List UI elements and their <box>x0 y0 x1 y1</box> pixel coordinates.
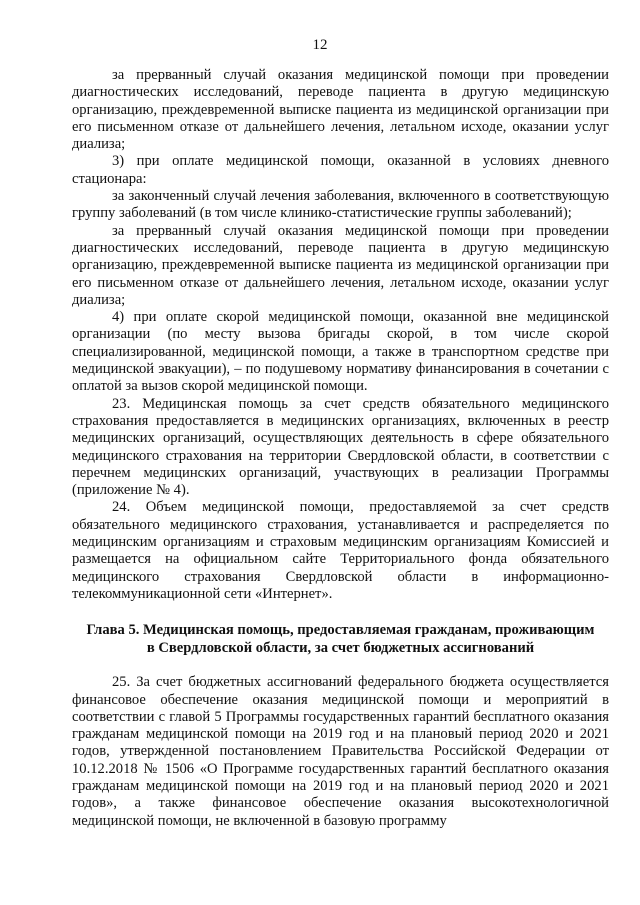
paragraph-item-4-ambulance: 4) при оплате скорой медицинской помощи, оказанной вне медицинской организации (по месту вызова бригады скорой, в том числе скорой специализированной, медицинской помощи, а также в транспортном средстве при медицинской эвакуации), – по подушевому нормативу финансирования в сочетании с оплатой за вызов скорой медицинской помощи. <box>72 309 609 395</box>
paragraph-interrupted-case-2: за прерванный случай оказания медицинской помощи при проведении диагностических исследований, переводе пациента в другую медицинскую организацию, преждевременной выписке пациента из медицинской организации при его письменном отказе от дальнейшего лечения, летальном исходе, оказании услуг диализа; <box>72 222 609 308</box>
chapter-heading-line-2: в Свердловской области, за счет бюджетных ассигнований <box>146 639 535 656</box>
paragraph-completed-case: за законченный случай лечения заболевания, включенного в соответствующую группу заболеваний (в том числе клинико-статистические группы заболеваний); <box>72 188 609 222</box>
paragraph-clause-24: 24. Объем медицинской помощи, предоставляемой за счет средств обязательного медицинского страхования, устанавливается и распределяется по медицинским организациям и страховым медицинским организациям Комиссией и размещается на официальном сайте Территориального фонда обязательного медицинского страхования Свердловской области в информационно-телекоммуникационной сети «Интернет». <box>72 499 609 602</box>
paragraph-item-3-day-hospital: 3) при оплате медицинской помощи, оказанной в условиях дневного стационара: <box>72 153 609 187</box>
document-body <box>72 67 609 830</box>
paragraph-clause-25: 25. За счет бюджетных ассигнований федерального бюджета осуществляется финансовое обеспечение оказания медицинской помощи и мероприятий в соответствии с главой 5 Программы государственных гарантий бесплатного оказания гражданам медицинской помощи на 2019 год и на плановый период 2020 и 2021 годов, утвержденной постановлением Правительства Российской Федерации от 10.12.2018 № 1506 «О Программе государственных гарантий бесплатного оказания гражданам медицинской помощи на 2019 год и на плановый период 2020 и 2021 годов», а также финансовое обеспечение оказания высокотехнологичной медицинской помощи, не включенной в базовую программу <box>72 674 609 829</box>
chapter-heading-line-1: Глава 5. Медицинская помощь, предоставляемая гражданам, проживающим <box>86 622 595 639</box>
chapter-heading <box>72 622 609 657</box>
paragraph-interrupted-case-1: за прерванный случай оказания медицинской помощи при проведении диагностических исследований, переводе пациента в другую медицинскую организацию, преждевременной выписке пациента из медицинской организации при его письменном отказе от дальнейшего лечения, летальном исходе, оказании услуг диализа; <box>72 67 609 153</box>
paragraph-clause-23: 23. Медицинская помощь за счет средств обязательного медицинского страхования предоставляется в медицинских организациях, включенных в реестр медицинских организаций, осуществляющих деятельность в сфере обязательного медицинского страхования на территории Свердловской области, в соответствии с перечнем медицинских организаций, участвующих в реализации Программы (приложение № 4). <box>72 395 609 499</box>
page-number: 12 <box>312 37 328 53</box>
